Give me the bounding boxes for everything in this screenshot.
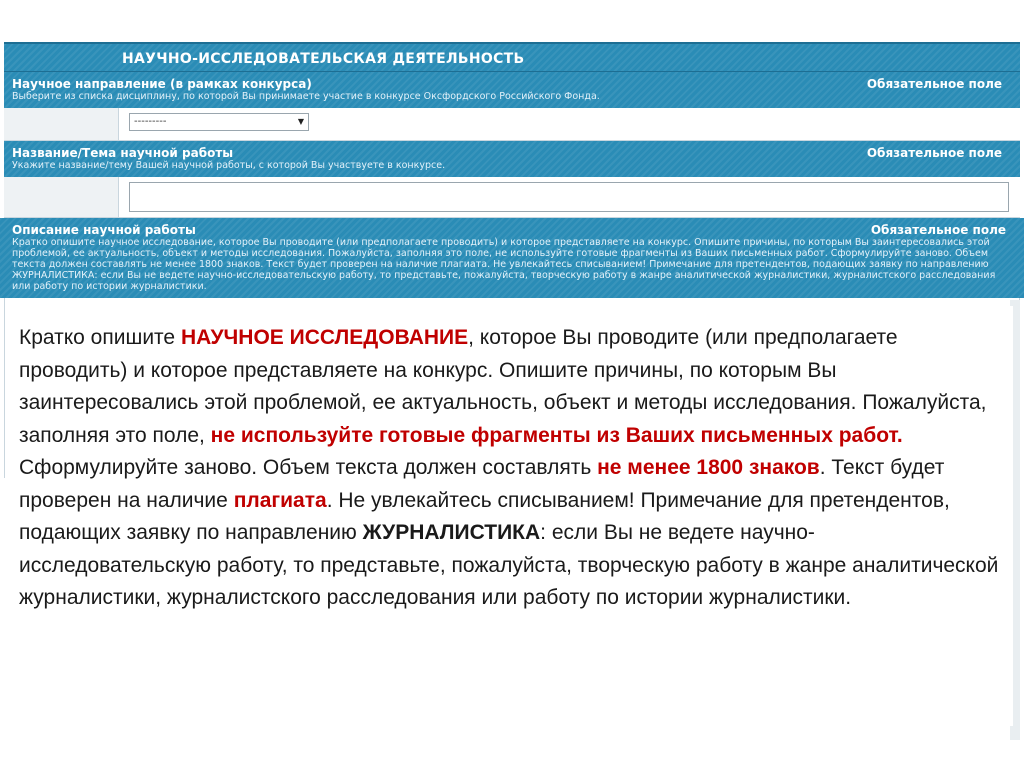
name-header: [4, 141, 1020, 177]
name-hint: Укажите название/тему Вашей научной работы, с которой Вы участвуете в конкурсе.: [12, 160, 446, 171]
callout-text-1: Кратко опишите: [19, 326, 181, 349]
direction-select[interactable]: [129, 113, 309, 131]
callout-text-4: . Текст будет проверен на наличие: [19, 456, 945, 512]
callout-highlight-no-copy: не используйте готовые фрагменты из Ваших письменных работ.: [210, 423, 903, 447]
direction-row-label: [4, 108, 119, 140]
chevron-down-icon: ▼: [297, 117, 304, 126]
callout-highlight-min-length: не менее 1800 знаков: [597, 456, 820, 479]
name-required-label: Обязательное поле: [866, 146, 1002, 160]
direction-row: [4, 108, 1020, 141]
name-row: [4, 177, 1020, 218]
name-row-label: [4, 177, 119, 217]
page-header: НАУЧНО-ИССЛЕДОВАТЕЛЬСКАЯ ДЕЯТЕЛЬНОСТЬ: [4, 42, 1020, 72]
direction-header: [4, 72, 1020, 108]
callout-text-5: . Не увлекайтесь списыванием! Примечание для претендентов, подающих заявку по направлению: [19, 488, 950, 544]
name-input[interactable]: [129, 182, 1009, 212]
direction-row-value: [119, 108, 1020, 140]
callout-text-6: : если Вы не ведете научно-исследовательскую работу, то представьте, пожалуйста, творческую работу в жанре аналитической журналистики, журналистского расследования или работу по истории журналистики.: [19, 521, 999, 609]
callout-text-3: Сформулируйте заново. Объем текста должен составлять: [19, 456, 598, 479]
name-row-value: [119, 177, 1020, 217]
callout-highlight-research: НАУЧНОЕ ИССЛЕДОВАНИЕ: [180, 326, 469, 349]
direction-required-label: Обязательное поле: [866, 77, 1002, 91]
name-title: Название/Тема научной работы: [12, 146, 234, 160]
description-title: Описание научной работы: [12, 223, 196, 237]
callout-highlight-plagiarism: плагиата: [233, 488, 327, 512]
direction-select-value: ---------: [134, 116, 167, 127]
callout-bold-journalism: ЖУРНАЛИСТИКА: [362, 521, 541, 544]
description-hint: Кратко опишите научное исследование, которое Вы проводите (или предполагаете проводить) и которое представляете на конкурс. Опишите причины, по которым Вы заинтересовались этой проблемой, ее актуальность, объект и методы исследования. Пожалуйста, заполняя это поле, не используйте готовые фрагменты из Ваших письменных работ. Сформулируйте заново. Объем текста должен составлять не менее 1800 знаков. Текст будет проверен на наличие плагиата. Не увлекайтесь списыванием! Примечание для претендентов, подающих заявку по направлению ЖУРНАЛИСТИКА: если Вы не ведете научно-исследовательскую работу, то представьте, пожалуйста, творческую работу в жанре аналитической журналистики, журналистского расследования или работу по истории журналистики.: [12, 237, 996, 292]
description-header: [0, 218, 1024, 298]
description-required-label: Обязательное поле: [870, 223, 1006, 237]
callout-text-2: , которое Вы проводите (или предполагаете проводить) и которое представляете на конкурс. Опишите причины, по которым Вы заинтересовались этой проблемой, ее актуальность, объект и методы исследования. Пожалуйста, заполняя это поле,: [19, 326, 987, 447]
direction-title: Научное направление (в рамках конкурса): [12, 77, 312, 91]
direction-hint: Выберите из списка дисциплину, по которой Вы принимаете участие в конкурсе Оксфордского Российского Фонда.: [12, 91, 600, 102]
description-callout: [5, 306, 1013, 726]
